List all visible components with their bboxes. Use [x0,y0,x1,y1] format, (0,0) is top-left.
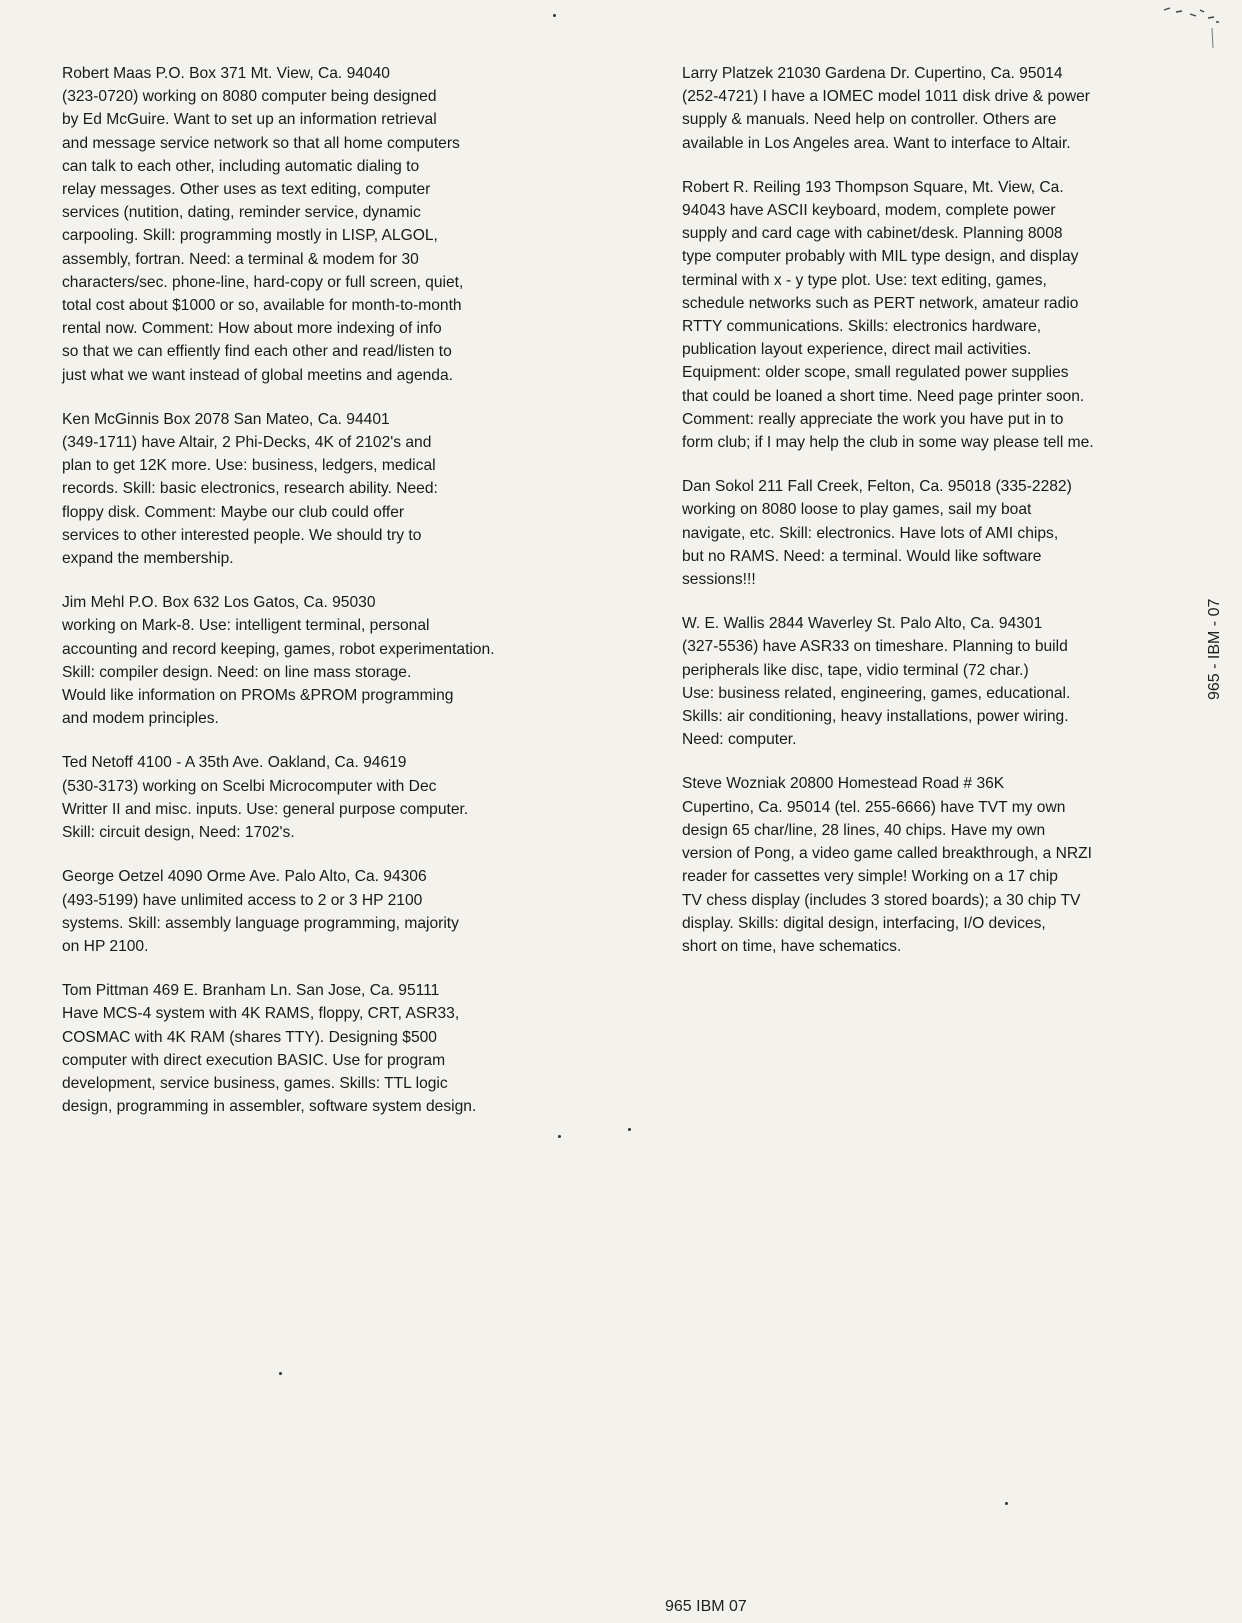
entry-line: Need: computer. [682,731,797,749]
entry-line: development, service business, games. Skills: TTL logic [62,1074,448,1092]
directory-entry [682,176,1212,454]
entry-line: navigate, etc. Skill: electronics. Have lots of AMI chips, [682,524,1059,542]
entry-line: records. Skill: basic electronics, research ability. Need: [62,480,438,498]
entry-line: Skill: compiler design. Need: on line mass storage. [62,663,412,681]
entry-line: Comment: really appreciate the work you have put in to [682,410,1064,428]
directory-entry [682,772,1212,958]
entry-line: rental now. Comment: How about more indexing of info [62,320,442,338]
entry-line: working on Mark-8. Use: intelligent terminal, personal [62,617,430,635]
entry-line: Cupertino, Ca. 95014 (tel. 255-6666) have TVT my own [682,798,1066,816]
entry-line: (530-3173) working on Scelbi Microcomputer with Dec [62,777,437,795]
entry-line: (327-5536) have ASR33 on timeshare. Planning to build [682,638,1068,656]
speck [558,1135,561,1138]
entry-line: so that we can effiently find each other and read/listen to [62,343,452,361]
entry-line: reader for cassettes very simple! Working on a 17 chip [682,868,1058,886]
directory-entry [62,751,577,844]
entry-line: COSMAC with 4K RAM (shares TTY). Designing $500 [62,1028,437,1046]
entry-line: available in Los Angeles area. Want to interface to Altair. [682,134,1071,152]
speck [1005,1502,1008,1505]
right-column [682,62,1212,979]
entry-line: on HP 2100. [62,937,149,955]
entry-line: expand the membership. [62,550,234,568]
side-label: 965 - IBM - 07 [1206,598,1223,700]
entry-line: Dan Sokol 211 Fall Creek, Felton, Ca. 95018 (335-2282) [682,478,1072,496]
entry-line: Use: business related, engineering, games, educational. [682,684,1071,702]
directory-entry [682,612,1212,751]
entry-line: supply and card cage with cabinet/desk. Planning 8008 [682,225,1063,243]
entry-line: relay messages. Other uses as text editing, computer [62,181,431,199]
entry-line: terminal with x - y type plot. Use: text editing, games, [682,271,1047,289]
entry-line: Robert R. Reiling 193 Thompson Square, Mt. View, Ca. [682,178,1064,196]
entry-line: supply & manuals. Need help on controller. Others are [682,111,1057,129]
entry-line: Skill: circuit design, Need: 1702's. [62,824,295,842]
entry-line: just what we want instead of global meetins and agenda. [62,366,453,384]
entry-line: plan to get 12K more. Use: business, ledgers, medical [62,457,436,475]
entry-line: Steve Wozniak 20800 Homestead Road # 36K [682,775,1005,793]
entry-line: Tom Pittman 469 E. Branham Ln. San Jose, Ca. 95111 [62,982,440,1000]
entry-line: Larry Platzek 21030 Gardena Dr. Cupertino, Ca. 95014 [682,65,1063,82]
entry-line: Ted Netoff 4100 - A 35th Ave. Oakland, Ca. 94619 [62,754,407,772]
entry-line: characters/sec. phone-line, hard-copy or full screen, quiet, [62,273,464,291]
entry-line: Skills: air conditioning, heavy installations, power wiring. [682,708,1069,726]
entry-line: (349-1711) have Altair, 2 Phi-Decks, 4K of 2102's and [62,434,432,452]
entry-line: type computer probably with MIL type design, and display [682,248,1079,266]
directory-entry [682,475,1212,591]
entry-line: design, programming in assembler, software system design. [62,1098,477,1116]
directory-entry [62,865,577,958]
entry-line: services (nutition, dating, reminder service, dynamic [62,204,421,222]
entry-line: and message service network so that all home computers [62,134,460,152]
bleed-through-right [620,900,1190,1520]
entry-line: 94043 have ASCII keyboard, modem, complete power [682,202,1056,220]
directory-entry [62,591,577,730]
entry-line: that could be loaned a short time. Need page printer soon. [682,387,1085,405]
entry-line: design 65 char/line, 28 lines, 40 chips. Have my own [682,821,1046,839]
entry-line: by Ed McGuire. Want to set up an information retrieval [62,111,437,129]
entry-line: and modem principles. [62,710,219,728]
entry-line: (323-0720) working on 8080 computer being designed [62,88,437,106]
entry-line: schedule networks such as PERT network, amateur radio [682,294,1079,312]
speck [628,1128,631,1131]
entry-line: systems. Skill: assembly language programming, majority [62,914,459,932]
entry-line: Would like information on PROMs &PROM programming [62,687,454,705]
entry-line: services to other interested people. We should try to [62,526,422,544]
entry-line: George Oetzel 4090 Orme Ave. Palo Alto, Ca. 94306 [62,868,427,886]
entry-line: display. Skills: digital design, interfacing, I/O devices, [682,914,1046,932]
directory-entry [62,979,577,1118]
entry-line: sessions!!! [682,571,756,589]
entry-line: computer with direct execution BASIC. Use for program [62,1051,446,1069]
entry-line: floppy disk. Comment: Maybe our club could offer [62,503,405,521]
entry-line: RTTY communications. Skills: electronics hardware, [682,318,1042,336]
entry-line: publication layout experience, direct mail activities. [682,341,1032,359]
directory-entry [62,408,577,570]
entry-line: accounting and record keeping, games, robot experimentation. [62,640,495,658]
entry-line: (252-4721) I have a IOMEC model 1011 disk drive & power [682,88,1090,106]
entry-line: peripherals like disc, tape, vidio terminal (72 char.) [682,661,1029,679]
directory-entry [682,62,1212,155]
entry-line: Ken McGinnis Box 2078 San Mateo, Ca. 94401 [62,410,390,428]
page-footer: 965 IBM 07 [665,1598,747,1615]
entry-line: Have MCS-4 system with 4K RAMS, floppy, CRT, ASR33, [62,1005,460,1023]
entry-line: but no RAMS. Need: a terminal. Would like software [682,547,1042,565]
entry-line: working on 8080 loose to play games, sail my boat [682,501,1032,519]
entry-line: Robert Maas P.O. Box 371 Mt. View, Ca. 94040 [62,65,390,82]
entry-line: (493-5199) have unlimited access to 2 or 3 HP 2100 [62,891,423,909]
entry-line: assembly, fortran. Need: a terminal & modem for 30 [62,250,419,268]
entry-line: Jim Mehl P.O. Box 632 Los Gatos, Ca. 95030 [62,594,376,612]
entry-line: form club; if I may help the club in some way please tell me. [682,434,1094,452]
entry-line: short on time, have schematics. [682,937,902,955]
entry-line: can talk to each other, including automatic dialing to [62,157,420,175]
left-column [62,62,577,1139]
entry-line: version of Pong, a video game called breakthrough, a NRZI [682,845,1092,863]
entry-line: carpooling. Skill: programming mostly in LISP, ALGOL, [62,227,438,245]
entry-line: Equipment: older scope, small regulated power supplies [682,364,1069,382]
entry-line: total cost about $1000 or so, available for month-to-month [62,297,462,315]
speck [279,1372,282,1375]
entry-line: Writter II and misc. inputs. Use: general purpose computer. [62,800,469,818]
entry-line: W. E. Wallis 2844 Waverley St. Palo Alto, Ca. 94301 [682,615,1043,633]
directory-entry [62,62,577,387]
speck [553,14,556,17]
scan-mark-icon [1156,2,1236,62]
entry-line: TV chess display (includes 3 stored boards); a 30 chip TV [682,891,1081,909]
